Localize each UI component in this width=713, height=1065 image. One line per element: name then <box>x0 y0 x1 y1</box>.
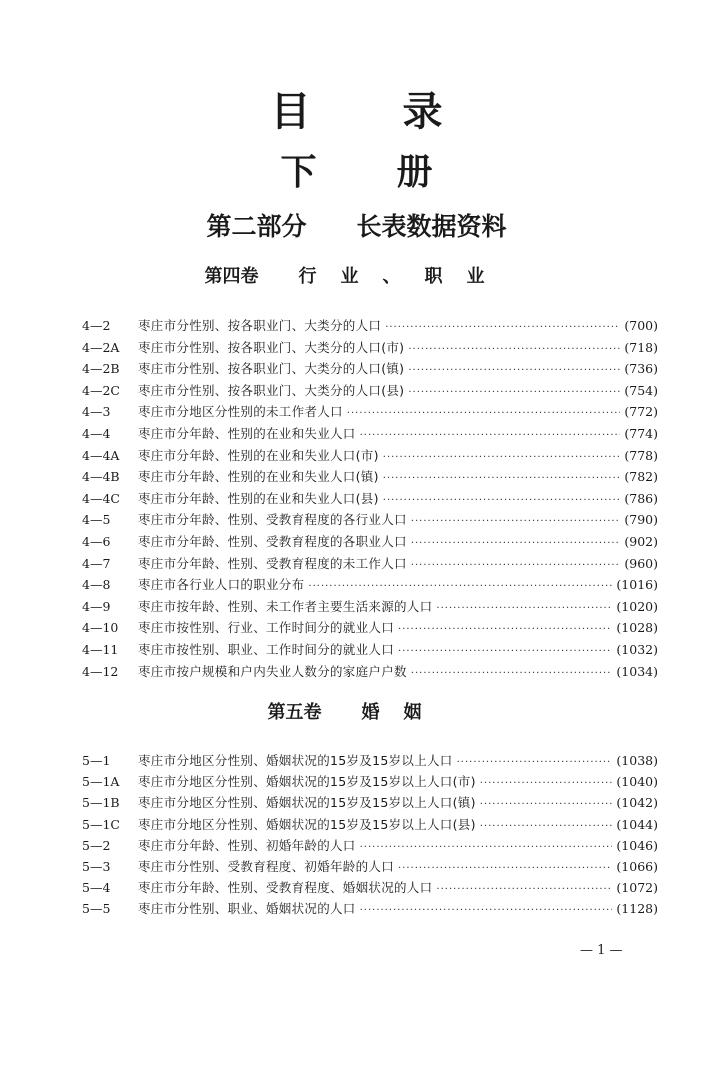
toc-entry[interactable] <box>82 531 658 553</box>
dot-leader <box>408 339 620 361</box>
entry-number: 4—2B <box>82 361 120 377</box>
section-5-toc <box>82 750 658 920</box>
entry-number: 5—1 <box>82 753 111 768</box>
entry-number: 4—6 <box>82 533 111 549</box>
entry-page: (774) <box>624 425 658 441</box>
section-4-toc <box>82 315 658 682</box>
entry-page: (1066) <box>616 858 658 874</box>
entry-page: (1042) <box>616 795 658 811</box>
entry-number: 4—2 <box>82 318 111 333</box>
entry-title: 枣庄市按性别、职业、工作时间分的就业人口 <box>138 641 395 657</box>
section-label: 第四卷 <box>204 266 259 287</box>
entry-number: 4—8 <box>82 577 111 593</box>
entry-number: 4—4 <box>82 425 111 441</box>
toc-entry[interactable] <box>82 380 658 402</box>
entry-page: (778) <box>624 447 658 463</box>
entry-page: (700) <box>624 318 658 333</box>
section-label: 第五卷 <box>267 702 322 723</box>
entry-number: 5—4 <box>82 880 111 896</box>
entry-title: 枣庄市各行业人口的职业分布 <box>138 577 305 593</box>
entry-page: (1038) <box>616 753 658 768</box>
toc-entry[interactable] <box>82 661 658 683</box>
entry-title: 枣庄市分地区分性别、婚姻状况的15岁及15岁以上人口(镇) <box>138 795 476 811</box>
part-label: 第二部分 <box>206 212 307 241</box>
entry-page: (1020) <box>616 598 658 614</box>
part-name: 长表数据资料 <box>356 212 507 241</box>
entry-title: 枣庄市分年龄、性别、受教育程度的未工作人口 <box>138 555 407 571</box>
toc-entry[interactable] <box>82 574 658 596</box>
toc-entry[interactable] <box>82 898 658 919</box>
toc-entry[interactable] <box>82 792 658 813</box>
entry-number: 4—10 <box>82 620 119 636</box>
toc-entry[interactable] <box>82 315 658 337</box>
dot-leader <box>308 576 612 598</box>
volume-title: 下册 <box>280 151 513 193</box>
entry-title: 枣庄市分年龄、性别的在业和失业人口(市) <box>138 447 379 463</box>
dot-leader <box>411 511 621 533</box>
dot-leader <box>408 360 620 382</box>
entry-title: 枣庄市分地区分性别、婚姻状况的15岁及15岁以上人口 <box>138 753 453 768</box>
toc-entry[interactable] <box>82 814 658 835</box>
entry-number: 4—11 <box>82 641 119 657</box>
entry-number: 4—3 <box>82 404 111 420</box>
entry-title: 枣庄市分年龄、性别的在业和失业人口(镇) <box>138 469 379 485</box>
entry-number: 4—5 <box>82 512 111 528</box>
entry-number: 4—4B <box>82 469 120 485</box>
entry-page: (736) <box>624 361 658 377</box>
dot-leader <box>398 858 612 879</box>
entry-page: (902) <box>624 533 658 549</box>
dot-leader <box>411 663 613 685</box>
entry-page: (1046) <box>616 837 658 853</box>
toc-entry[interactable] <box>82 466 658 488</box>
entry-title: 枣庄市分年龄、性别、受教育程度、婚姻状况的人口 <box>138 880 433 896</box>
toc-entry[interactable] <box>82 488 658 510</box>
toc-entry[interactable] <box>82 750 658 771</box>
dot-leader <box>360 837 613 858</box>
dot-leader <box>360 900 613 921</box>
entry-page: (1128) <box>616 901 658 917</box>
entry-page: (1016) <box>616 577 658 593</box>
entry-page: (786) <box>624 490 658 506</box>
entry-page: (1044) <box>616 816 658 832</box>
dot-leader <box>383 468 621 490</box>
entry-title: 枣庄市分性别、职业、婚姻状况的人口 <box>138 901 356 917</box>
dot-leader <box>480 816 613 837</box>
entry-title: 枣庄市分性别、受教育程度、初婚年龄的人口 <box>138 858 395 874</box>
dot-leader <box>411 533 621 555</box>
entry-title: 枣庄市分性别、按各职业门、大类分的人口(市) <box>138 339 405 355</box>
entry-number: 4—9 <box>82 598 111 614</box>
entry-number: 5—2 <box>82 837 111 853</box>
entry-page: (782) <box>624 469 658 485</box>
dot-leader <box>398 641 612 663</box>
toc-entry[interactable] <box>82 337 658 359</box>
entry-title: 枣庄市分年龄、性别、受教育程度的各职业人口 <box>138 533 407 549</box>
toc-entry[interactable] <box>82 509 658 531</box>
entry-number: 5—3 <box>82 858 111 874</box>
dot-leader <box>360 425 621 447</box>
toc-entry[interactable] <box>82 553 658 575</box>
dot-leader <box>480 794 613 815</box>
dot-leader <box>457 752 613 773</box>
toc-entry[interactable] <box>82 856 658 877</box>
entry-number: 4—12 <box>82 663 119 679</box>
entry-number: 4—2C <box>82 382 120 398</box>
entry-title: 枣庄市分年龄、性别、初婚年龄的人口 <box>138 837 356 853</box>
dot-leader <box>398 619 612 641</box>
section-title: 行业、职业 <box>298 266 509 287</box>
toc-entry[interactable] <box>82 639 658 661</box>
entry-title: 枣庄市分地区分性别的未工作者人口 <box>138 404 343 420</box>
entry-number: 4—4C <box>82 490 120 506</box>
entry-title: 枣庄市分年龄、性别的在业和失业人口(县) <box>138 490 379 506</box>
entry-page: (1028) <box>616 620 658 636</box>
entry-number: 5—1A <box>82 774 120 790</box>
entry-number: 4—7 <box>82 555 111 571</box>
dot-leader <box>408 382 620 404</box>
toc-entry[interactable] <box>82 423 658 445</box>
entry-page: (960) <box>624 555 658 571</box>
entry-number: 5—1C <box>82 816 120 832</box>
entry-title: 枣庄市分年龄、性别、受教育程度的各行业人口 <box>138 512 407 528</box>
entry-page: (754) <box>624 382 658 398</box>
entry-page: (1040) <box>616 774 658 790</box>
entry-page: (1072) <box>616 880 658 896</box>
entry-title: 枣庄市分年龄、性别的在业和失业人口 <box>138 425 356 441</box>
toc-entry[interactable] <box>82 445 658 467</box>
dot-leader <box>480 773 613 794</box>
toc-entry[interactable] <box>82 358 658 380</box>
entry-title: 枣庄市分地区分性别、婚姻状况的15岁及15岁以上人口(市) <box>138 774 476 790</box>
entry-number: 5—5 <box>82 901 111 917</box>
entry-title: 枣庄市分性别、按各职业门、大类分的人口 <box>138 318 382 333</box>
toc-entry[interactable] <box>82 401 658 423</box>
dot-leader <box>347 403 621 425</box>
dot-leader <box>383 490 621 512</box>
part-heading <box>0 210 713 244</box>
entry-title: 枣庄市分性别、按各职业门、大类分的人口(县) <box>138 382 405 398</box>
entry-number: 5—1B <box>82 795 120 811</box>
entry-title: 枣庄市按年龄、性别、未工作者主要生活来源的人口 <box>138 598 433 614</box>
toc-entry[interactable] <box>82 596 658 618</box>
page-number: — 1 — <box>580 943 623 958</box>
entry-title: 枣庄市按性别、行业、工作时间分的就业人口 <box>138 620 395 636</box>
dot-leader <box>436 598 612 620</box>
section-4-heading <box>0 264 713 290</box>
toc-entry[interactable] <box>82 617 658 639</box>
entry-page: (790) <box>624 512 658 528</box>
dot-leader <box>411 555 621 577</box>
entry-page: (772) <box>624 404 658 420</box>
entry-number: 4—2A <box>82 339 120 355</box>
entry-title: 枣庄市分地区分性别、婚姻状况的15岁及15岁以上人口(县) <box>138 816 476 832</box>
entry-number: 4—4A <box>82 447 120 463</box>
toc-entry[interactable] <box>82 771 658 792</box>
entry-page: (1034) <box>616 663 658 679</box>
dot-leader <box>383 447 621 469</box>
section-5-heading <box>0 700 713 726</box>
page-title: 目录 <box>270 88 535 135</box>
toc-entry[interactable] <box>82 835 658 856</box>
entry-page: (1032) <box>616 641 658 657</box>
dot-leader <box>385 317 620 339</box>
dot-leader <box>436 879 612 900</box>
entry-title: 枣庄市分性别、按各职业门、大类分的人口(镇) <box>138 361 405 377</box>
entry-page: (718) <box>624 339 658 355</box>
section-title: 婚姻 <box>361 702 446 723</box>
toc-entry[interactable] <box>82 877 658 898</box>
entry-title: 枣庄市按户规模和户内失业人数分的家庭户户数 <box>138 663 407 679</box>
